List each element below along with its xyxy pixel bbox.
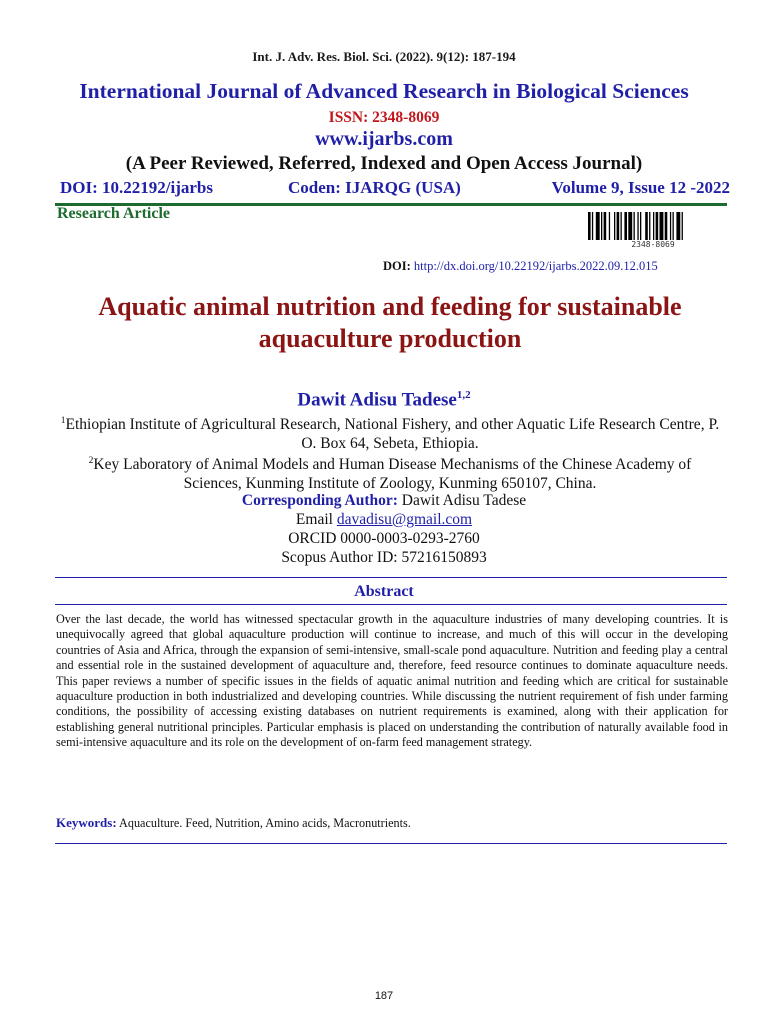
barcode-number: 2348-8069 xyxy=(631,240,675,249)
author-name: Dawit Adisu Tadese xyxy=(297,389,457,411)
article-doi-link[interactable]: http://dx.doi.org/10.22192/ijarbs.2022.09.12.015 xyxy=(413,259,658,273)
affiliation-2 xyxy=(60,452,720,493)
journal-volume: Volume 9, Issue 12 -2022 xyxy=(551,178,730,197)
affiliation-1 xyxy=(60,412,720,453)
abstract-heading: Abstract xyxy=(354,583,414,600)
issn: ISSN: 2348-8069 xyxy=(328,109,440,126)
corresponding-author-label: Corresponding Author: xyxy=(241,492,398,509)
affiliation-text: Ethiopian Institute of Agricultural Research, National Fishery, and other Aquatic Life Research Centre, P. O. Box 64, Sebeta, Ethiopia. xyxy=(65,416,720,453)
corresponding-author xyxy=(0,491,768,510)
email-label: Email xyxy=(295,511,333,528)
page-number: 187 xyxy=(374,990,394,1002)
citation-line: Int. J. Adv. Res. Biol. Sci. (2022). 9(12): 187-194 xyxy=(252,49,516,64)
abstract-top-divider xyxy=(55,577,727,578)
affiliation-mark: 1 xyxy=(60,416,66,426)
article-doi-label: DOI: xyxy=(383,259,411,273)
keywords-divider xyxy=(55,843,727,844)
author-affiliation-marks: 1,2 xyxy=(456,389,471,401)
journal-website[interactable]: www.ijarbs.com xyxy=(315,128,453,150)
journal-coden: Coden: IJARQG (USA) xyxy=(288,178,461,197)
corresponding-author-name: Dawit Adisu Tadese xyxy=(401,492,527,509)
issn-barcode xyxy=(587,212,719,250)
article-type-label: Research Article xyxy=(57,205,170,222)
peer-review-note: (A Peer Reviewed, Referred, Indexed and Open Access Journal) xyxy=(125,153,643,174)
author-email xyxy=(0,510,768,529)
journal-doi: DOI: 10.22192/ijarbs xyxy=(60,178,213,197)
keywords xyxy=(56,815,728,831)
abstract-text: Over the last decade, the world has witnessed spectacular growth in the aquaculture industries of many developing countries. It is unequivocally agreed that global aquaculture production will continue to increase, and much of this will occur in the developing countries of Asia and Africa, through the expansion of semi-intensive, small-scale pond aquaculture. Nutrition and feeding play a central and essential role in the sustained development of aquaculture and, therefore, feed resource continues to dominate aquaculture needs. This paper reviews a number of specific issues in the fields of aquatic animal nutrition and feeding which are critical for sustainable aquaculture production in both industrialized and developing countries. While discussing the nutrient requirement of fish under farming conditions, the possibility of accessing existing databases on nutrient requirements is examined, along with their application for establishing general nutritional principles. Particular emphasis is placed on understanding the contribution of naturally available food in semi-intensive aquaculture and its role on the development of on-farm feed management strategy. xyxy=(56,612,728,750)
affiliation-text: Key Laboratory of Animal Models and Human Disease Mechanisms of the Chinese Academy of Sciences, Kunming Institute of Zoology, Kunming 650107, China. xyxy=(93,456,692,493)
paper-title: Aquatic animal nutrition and feeding for sustainable aquaculture production xyxy=(98,292,682,353)
article-doi xyxy=(383,259,658,274)
abstract-bottom-divider xyxy=(55,604,727,605)
author-line xyxy=(0,389,768,411)
journal-meta-row xyxy=(60,178,730,202)
keywords-label: Keywords: xyxy=(56,815,117,830)
email-link[interactable]: davadisu@gmail.com xyxy=(336,511,473,528)
affiliation-mark: 2 xyxy=(88,456,94,466)
barcode-icon xyxy=(587,212,719,240)
journal-title: International Journal of Advanced Research in Biological Sciences xyxy=(79,79,689,103)
author-scopus-id: Scopus Author ID: 57216150893 xyxy=(281,549,487,566)
keywords-text: Aquaculture. Feed, Nutrition, Amino acids, Macronutrients. xyxy=(119,816,411,830)
author-orcid: ORCID 0000-0003-0293-2760 xyxy=(288,530,480,547)
